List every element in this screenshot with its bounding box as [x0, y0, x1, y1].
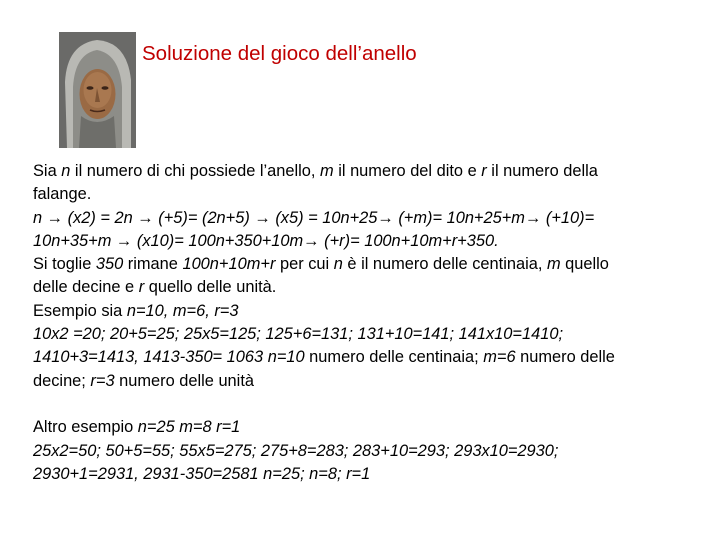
text-segment: Esempio sia	[33, 301, 127, 320]
text-segment: m=6	[483, 348, 516, 367]
text-segment: 10n+35+m → (x10)= 100n+350+10m→ (+r)= 100n+10m+r+350.	[33, 231, 499, 250]
text-segment: numero delle	[515, 348, 615, 367]
text-segment: n	[333, 255, 343, 274]
text-segment: il numero del dito e	[333, 162, 482, 180]
text-segment: il numero della	[486, 162, 598, 180]
text-line	[33, 230, 701, 253]
text-line	[33, 300, 701, 323]
text-segment: 100n+10m+r	[182, 255, 276, 274]
portrait-illustration	[59, 32, 136, 148]
text-segment: n → (x2) = 2n → (+5)= (2n+5) → (x5) = 10n+25→ (+m)= 10n+25+m→ (+10)=	[33, 208, 595, 227]
text-segment: quello	[560, 255, 609, 274]
text-segment: Si toglie	[33, 255, 96, 274]
text-segment: per cui	[275, 255, 334, 274]
text-segment: Altro esempio	[33, 418, 138, 437]
portrait-image	[59, 32, 136, 148]
text-segment: m	[546, 255, 561, 274]
text-segment: è il numero delle centinaia,	[342, 255, 547, 274]
slide-title: Soluzione del gioco dell’anello	[142, 42, 417, 65]
solution-text	[33, 160, 701, 486]
text-segment: n=25 m=8 r=1	[137, 418, 241, 437]
text-segment: 1410+3=1413, 1413-350= 1063	[33, 348, 268, 367]
text-segment: delle decine e	[33, 278, 139, 297]
text-line	[33, 207, 701, 230]
text-segment: r=3	[90, 371, 115, 390]
text-line	[33, 440, 701, 463]
text-line	[33, 160, 701, 183]
text-line	[33, 253, 701, 276]
text-segment: m	[320, 162, 334, 180]
text-segment: 2930+1=2931, 2931-350=2581 n=25; n=8; r=1	[33, 464, 371, 483]
text-segment: 10x2 =20; 20+5=25; 25x5=125; 125+6=131; 131+10=141; 141x10=1410;	[33, 325, 564, 344]
text-segment: Sia	[33, 162, 62, 180]
text-line	[33, 370, 701, 393]
text-segment: 25x2=50; 50+5=55; 55x5=275; 275+8=283; 283+10=293; 293x10=2930;	[33, 441, 559, 460]
text-segment: il numero di chi possiede l’anello,	[70, 162, 321, 180]
text-line	[33, 276, 701, 299]
text-segment: n=10, m=6, r=3	[126, 301, 239, 320]
text-line	[33, 416, 701, 439]
text-segment: n=10	[267, 348, 305, 367]
text-segment: r	[138, 278, 145, 297]
text-segment: rimane	[123, 255, 183, 274]
text-line	[33, 323, 701, 346]
text-line	[33, 183, 701, 206]
text-segment: quello delle unità.	[144, 278, 277, 297]
text-segment: 350	[95, 255, 124, 274]
text-line	[33, 463, 701, 486]
text-segment: numero delle centinaia;	[304, 348, 484, 367]
text-segment: n	[61, 162, 71, 180]
text-segment: falange.	[33, 185, 92, 204]
text-segment: numero delle unità	[114, 371, 254, 390]
text-segment: decine;	[33, 371, 91, 390]
text-segment: r	[481, 162, 487, 180]
text-line	[33, 346, 701, 369]
